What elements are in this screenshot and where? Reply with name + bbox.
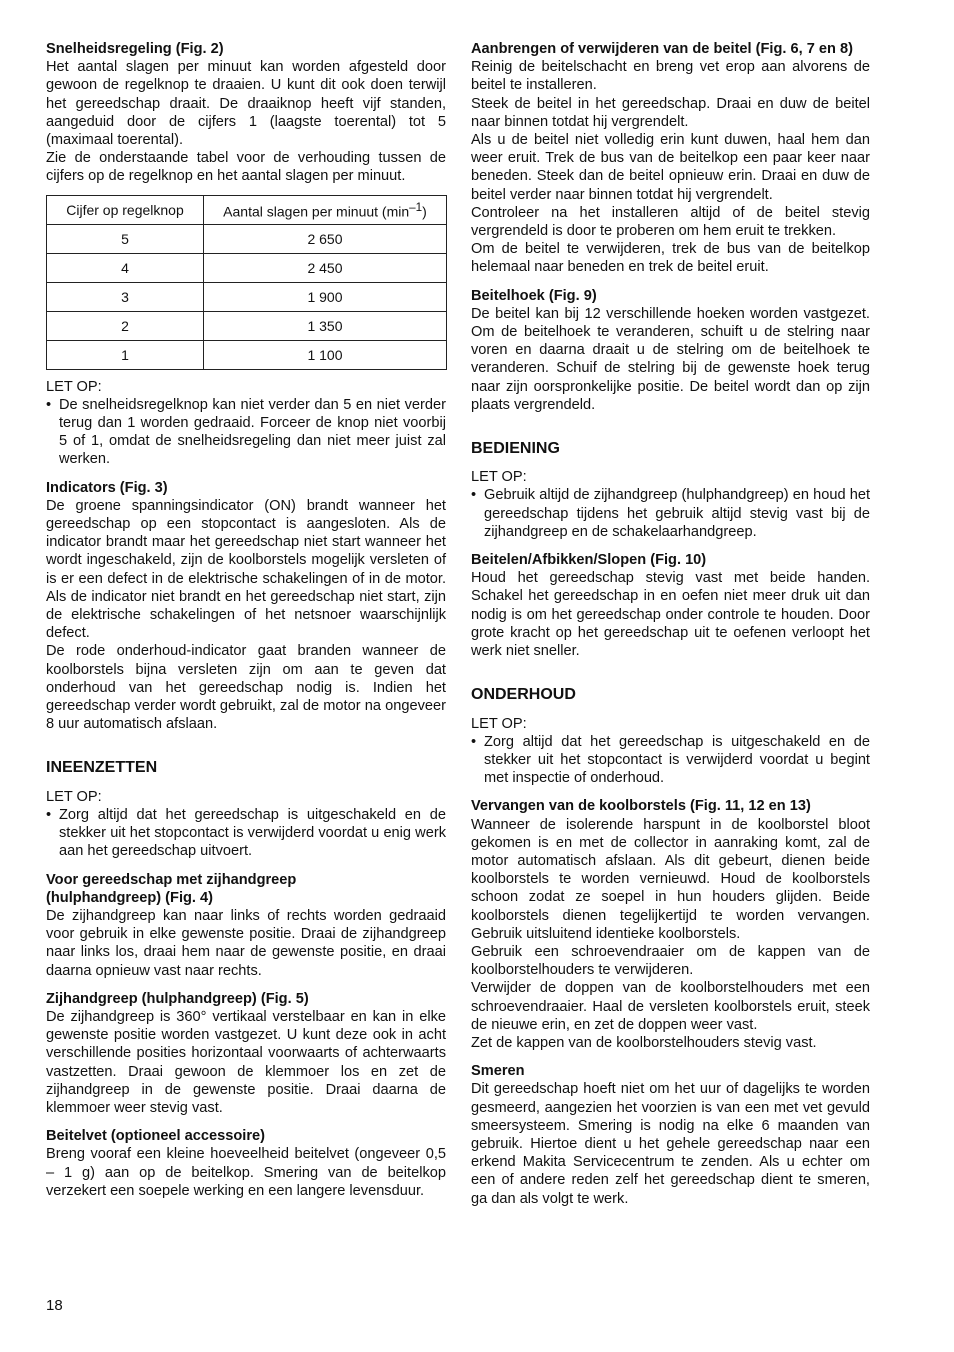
indicators-title: Indicators (Fig. 3) [46,479,168,496]
side-handle-title-line-1: Voor gereedschap met zijhandgreep [46,871,297,888]
speed-table-cell-knob: 4 [47,253,204,282]
side-handle-title-line-2: (hulphandgreep) (Fig. 4) [46,889,214,906]
speed-table-cell-knob: 5 [47,224,204,253]
carbon-brushes-paragraph-3: Verwijder de doppen van de koolborstelhouders met een schroevendraaier. Haal de versleten koolborstels eruit, steek de nieuwe erin, en zet de doppen weer vast. [471,980,870,1033]
lubrication-title: Smeren [471,1063,525,1080]
bit-grease-title: Beitelvet (optioneel accessoire) [46,1128,265,1145]
indicators-paragraph-1: De groene spanningsindicator (ON) brandt wanneer het gereedschap op een stopcontact is aangesloten. Als de indicator brandt maar het gereedschap niet start wanneer het wordt ingeschakeld, zijn de koolborstels mogelijk versleten of is er een defect in de elektrische schakelingen of in de motor. Als de indicator niet brandt en het gereedschap niet start, zijn de elektrische schakelingen of het netsnoer waarschijnlijk defect. [46,497,446,642]
speed-table-cell-knob: 2 [47,311,204,340]
install-bit-paragraph-4: Controleer na het installeren altijd of de beitel stevig vergrendeld is door te proberen om hem eruit te trekken. [471,204,870,240]
assembly-note-list [46,806,446,861]
speed-control-title: Snelheidsregeling (Fig. 2) [46,41,224,57]
bit-grease-paragraph: Breng vooraf een kleine hoeveelheid beitelvet (ongeveer 0,5 – 1 g) aan op de beitelkop. Smering van de beitelkop verzekert een soepele werking en een langere levensduur. [46,1146,446,1199]
speed-table-header-bpm-exponent: –1 [409,200,423,214]
assembly-note-item: • Zorg altijd dat het gereedschap is uitgeschakeld en de stekker uit het stopcontact is verwijderd voordat u enig werk aan het gereedschap uitvoert. [46,806,446,861]
carbon-brushes-title: Vervangen van de koolborstels (Fig. 11, 12 en 13) [471,798,811,815]
right-column [471,40,870,1208]
bit-angle-title: Beitelhoek (Fig. 9) [471,287,597,304]
speed-table-row [47,311,447,340]
speed-table-cell-bpm: 1 100 [204,340,447,369]
maintenance-note-label: LET OP: [471,715,527,732]
speed-table-header-row [47,195,447,224]
install-bit-paragraph-3: Als u de beitel niet volledig erin kunt duwen, haal hem dan weer eruit. Trek de bus van de beitelkop een paar keer naar beneden. Steek dan de beitel opnieuw erin. Draai en duw de beitel verder naar binnen totdat hij vergrendelt. [471,132,870,203]
indicators-paragraph-2: De rode onderhoud-indicator gaat branden wanneer de koolborstels bijna versleten zijn om aan te geven dat onderhoud van het gereedschap nodig is. Indien het gereedschap verder wordt gebruikt, zal de motor na ongeveer 8 uur automatisch afslaan. [46,643,446,733]
speed-table-header-knob: Cijfer op regelknop [47,195,204,224]
operation-note-item: • Gebruik altijd de zijhandgreep (hulphandgreep) en houd het gereedschap tijdens het gebruik altijd stevig vast bij de zijhandgreep en de schakelaarhandgreep. [471,486,870,541]
chiseling-paragraph: Houd het gereedschap stevig vast met beide handen. Schakel het gereedschap in en oefen niet meer druk uit dan nodig is om het gereedschap onder controle te houden. Door grote kracht op het gereedschap uit te oefenen verloopt het werk niet sneller. [471,570,870,660]
side-grip-paragraph: De zijhandgreep is 360° vertikaal verstelbaar en kan in elke gewenste positie worden vastgezet. U kunt deze ook in acht verschillende posities horizontaal voorwaarts of achterwaarts vastzetten. Draai gewoon de klemmoer los en zet de zijhandgreep in de gewenste positie. Draai daarna de klemmoer weer stevig vast. [46,1008,446,1116]
speed-table-cell-bpm: 2 650 [204,224,447,253]
speed-note-label: LET OP: [46,378,102,395]
speed-control-paragraph-2: Zie de onderstaande tabel voor de verhouding tussen de cijfers op de regelknop en het aantal slagen per minuut. [46,150,446,185]
carbon-brushes-paragraph-2: Gebruik een schroevendraaier om de kappen van de koolborstelhouders te verwijderen. [471,943,870,979]
speed-table-header-bpm-label: Aantal slagen per minuut (min [223,203,410,220]
speed-table-cell-knob: 3 [47,282,204,311]
install-bit-paragraph-5: Om de beitel te verwijderen, trek de bus van de beitelkop helemaal naar beneden en trek de beitel eruit. [471,241,870,276]
speed-table-cell-bpm: 1 350 [204,311,447,340]
side-grip-title: Zijhandgreep (hulphandgreep) (Fig. 5) [46,990,309,1007]
speed-table-row [47,340,447,369]
maintenance-note-item: • Zorg altijd dat het gereedschap is uitgeschakeld en de stekker uit het stopcontact is verwijderd voordat u begint met inspectie of onderhoud. [471,733,870,788]
lubrication-paragraph: Dit gereedschap hoeft niet om het uur of dagelijks te worden gesmeerd, aangezien het voorzien is van een met vet gevuld smeersysteem. Smering is nodig na elke 6 maanden van gebruik. Hiertoe dient u het gehele gereedschap naar een erkend Makita Servicecentrum te zenden. Als u echter om een of andere reden zelf het gereedschap dient te smeren, ga dan als volgt te werk. [471,1081,870,1207]
operation-note-label: LET OP: [471,469,527,486]
speed-table-cell-knob: 1 [47,340,204,369]
speed-table-cell-bpm: 1 900 [204,282,447,311]
operation-heading: BEDIENING [471,440,560,458]
chiseling-title: Beitelen/Afbikken/Slopen (Fig. 10) [471,552,707,569]
speed-note-list [46,396,446,469]
install-bit-paragraph-1: Reinig de beitelschacht en breng vet erop aan alvorens de beitel te installeren. [471,59,870,94]
maintenance-note-list [471,733,870,788]
speed-control-paragraph-1: Het aantal slagen per minuut kan worden afgesteld door gewoon de regelknop te draaien. U kunt dit ook doen terwijl het gereedschap draait. De draaiknop heeft vijf standen, aangeduid door de cijfers 1 (laagste toerental) tot 5 (maximaal toerental). [46,59,446,149]
speed-table-row [47,253,447,282]
operation-note-list [471,486,870,541]
maintenance-heading: ONDERHOUD [471,686,576,704]
carbon-brushes-paragraph-4: Zet de kappen van de koolborstelhouders stevig vast. [471,1034,817,1051]
bit-angle-paragraph: De beitel kan bij 12 verschillende hoeken worden vastgezet. Om de beitelhoek te veranderen, schuift u de stelring naar voren en daarna draait u de stelring om de beitelhoek te veranderen. Schuif de stelring bij de gewenste hoek terug naar zijn oorspronkelijke positie. De beitel wordt dan op zijn plaats vergrendeld. [471,305,870,413]
speed-table-row [47,224,447,253]
install-bit-paragraph-2: Steek de beitel in het gereedschap. Draai en duw de beitel naar binnen totdat hij vergrendelt. [471,95,870,130]
speed-table-row [47,282,447,311]
assembly-heading: INEENZETTEN [46,759,158,777]
install-bit-title: Aanbrengen of verwijderen van de beitel (Fig. 6, 7 en 8) [471,41,853,57]
speed-table-header-bpm-close: ) [422,203,427,220]
speed-table-cell-bpm: 2 450 [204,253,447,282]
carbon-brushes-paragraph-1: Wanneer de isolerende harspunt in de koolborstel bloot gekomen is en met de collector in aanraking komt, zal de motor automatisch afslaan. Als dit gebeurt, dienen beide koolborstels te worden vernieuwd. Houd de koolborstels schoon zodat ze soepel in hun houders glijden. Beide koolborstels dienen tegelijkertijd te worden vervangen. Gebruik uitsluitend identieke koolborstels. [471,816,870,942]
left-column [46,40,446,1200]
speed-table [46,195,447,370]
assembly-note-label: LET OP: [46,788,102,805]
side-handle-paragraph: De zijhandgreep kan naar links of rechts worden gedraaid voor gebruik in elke gewenste positie. Draai de zijhandgreep naar links los, draai hem naar de gewenste positie, en draai daarna opnieuw vast naar rechts. [46,907,446,979]
speed-note-item: • De snelheidsregelknop kan niet verder dan 5 en niet verder terug dan 1 worden gedraaid. Forceer de knop niet voorbij 5 of 1, omdat de snelheidsregeling dan niet meer juist zal werken. [46,396,446,469]
page-number: 18 [46,1297,63,1314]
speed-table-header-bpm [204,195,447,224]
